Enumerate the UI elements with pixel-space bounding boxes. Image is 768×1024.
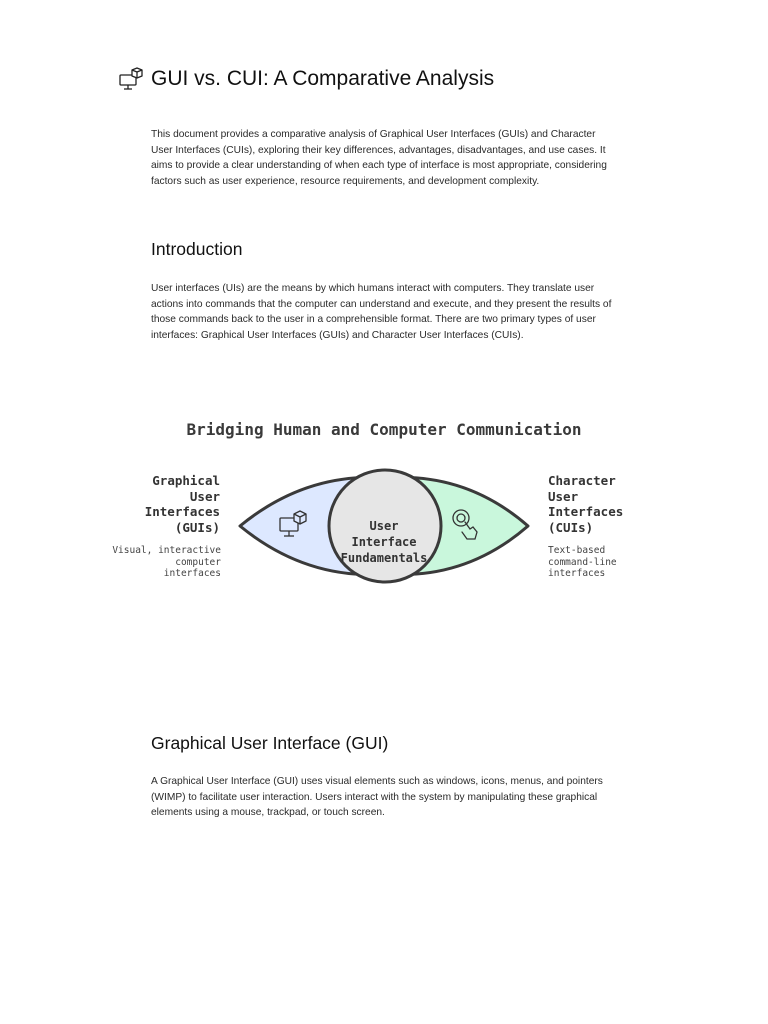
page-title: GUI vs. CUI: A Comparative Analysis [151,67,495,90]
section-body-gui: A Graphical User Interface (GUI) uses visual elements such as windows, icons, menus, and pointers (WIMP) to facilitate user interaction. Users interact with the system by manipulating these graphical elements using a mouse, trackpad, or touch screen. [151,776,603,818]
computer-cube-icon [118,66,144,92]
section-heading-gui: Graphical User Interface (GUI) [151,733,389,753]
section-body-introduction: User interfaces (UIs) are the means by which humans interact with computers. They translate user actions into commands that the computer can understand and execute, and they present the results of those commands back to the user in a comprehensible format. There are two primary types of user interfaces: Graphical User Interfaces (GUIs) and Character User Interfaces (CUIs). [151,283,612,341]
gui-description: Visual, interactive computer interfaces [112,545,221,579]
center-label: User Interface Fundamentals [340,519,428,565]
gui-title: Graphical User Interfaces (GUIs) [144,473,220,535]
intro-paragraph: This document provides a comparative analysis of Graphical User Interfaces (GUIs) and Character User Interfaces (CUIs), exploring their key differences, advantages, disadvantages, and use cases. It aims to provide a clear understanding of when each type of interface is most appropriate, considering factors such as user experience, resource requirements, and development complexity. [151,129,607,187]
diagram-title: Bridging Human and Computer Communication [186,420,582,439]
cui-description: Text-based command-line interfaces [548,545,617,579]
document-title-row [118,66,494,92]
cui-title: Character User Interfaces (CUIs) [548,473,624,535]
section-heading-introduction: Introduction [151,239,243,259]
